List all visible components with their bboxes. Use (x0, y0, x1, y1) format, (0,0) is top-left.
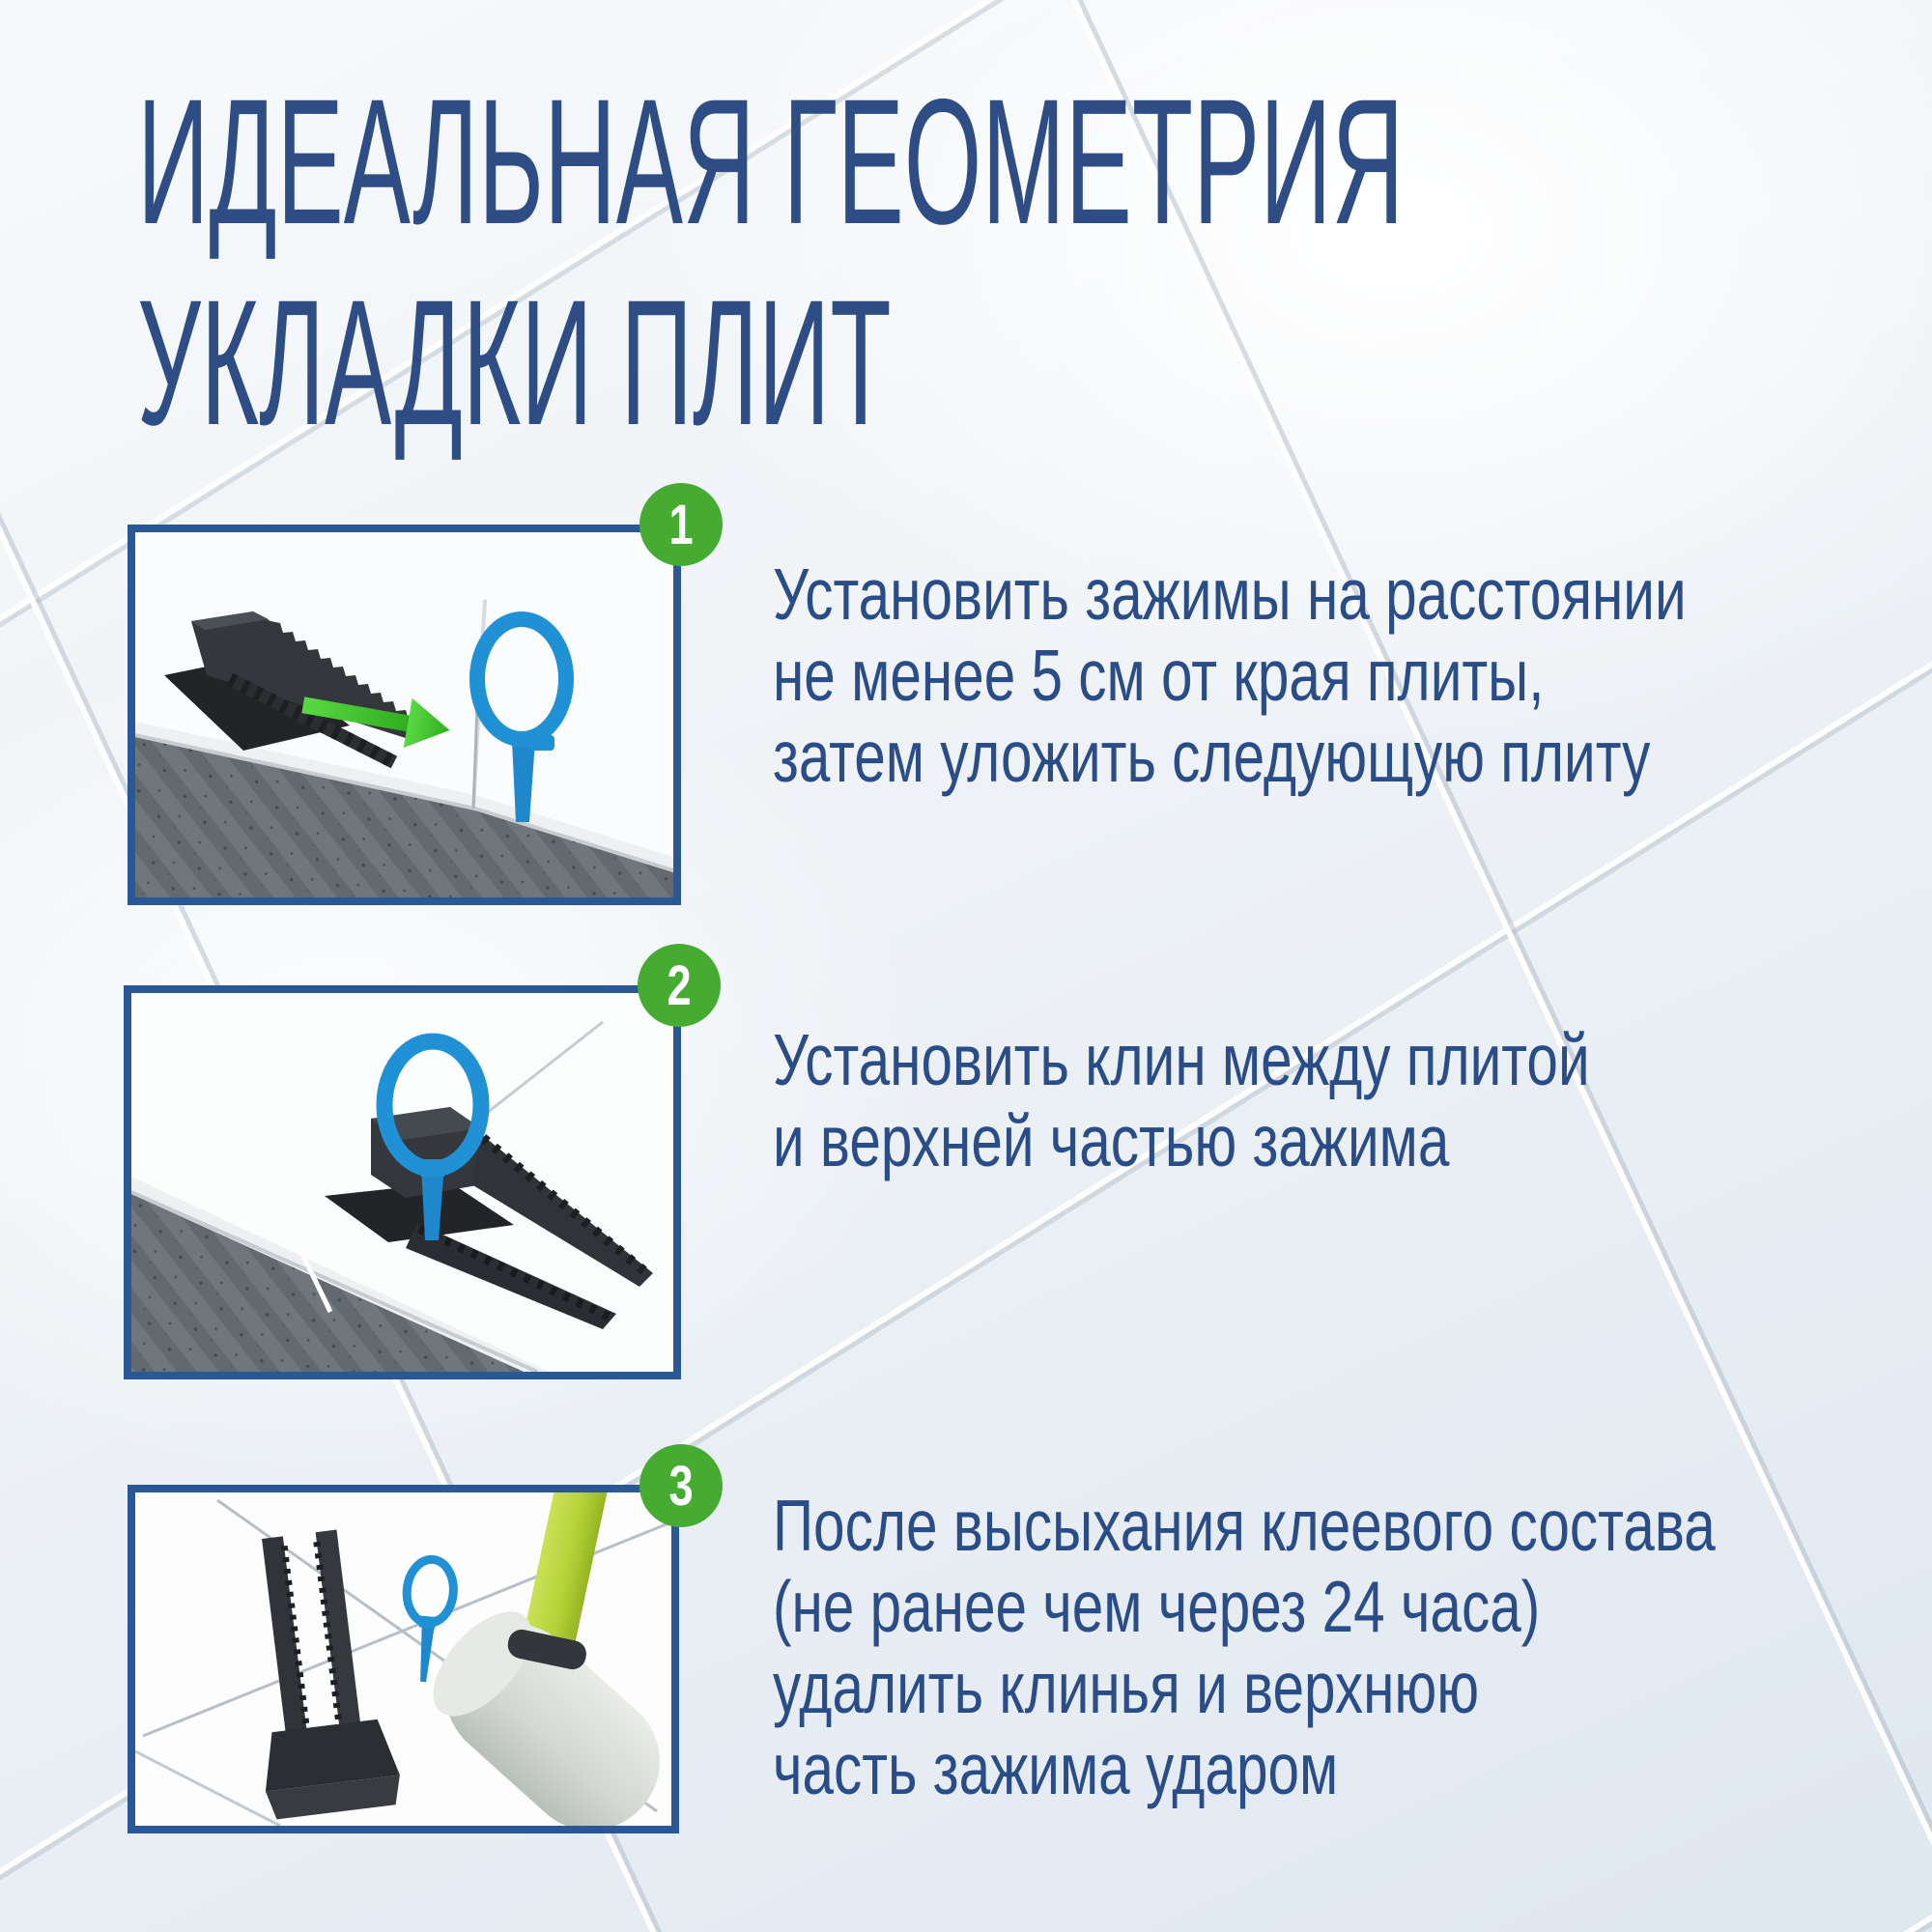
step-3-line: удалить клинья и верхнюю (773, 1647, 1480, 1728)
page-title (137, 62, 1404, 464)
step-1-photo (128, 525, 681, 905)
step-3-line: После высыхания клеевого состава (773, 1485, 1716, 1566)
step-3-line: (не ранее чем через 24 часа) (773, 1566, 1541, 1647)
step-1-badge (639, 483, 723, 566)
step-2-line: Установить клин между плитой (773, 1019, 1590, 1100)
step-2-illustration (131, 993, 673, 1372)
page-title-line2: УКЛАДКИ ПЛИТ (137, 264, 892, 463)
step-3-photo (128, 1485, 679, 1833)
step-1-number: 1 (668, 493, 694, 556)
step-2-text (773, 1019, 1590, 1181)
step-3-badge (639, 1444, 723, 1527)
step-3-text (773, 1485, 1716, 1809)
step-2-line: и верхней частью зажима (773, 1100, 1450, 1181)
step-1-text (773, 554, 1687, 797)
step-3-illustration (135, 1492, 671, 1826)
step-1-illustration (135, 532, 673, 897)
step-2-badge (638, 944, 721, 1027)
step-1-line: не менее 5 см от края плиты, (773, 635, 1545, 716)
step-3-number: 3 (668, 1454, 694, 1518)
step-2-number: 2 (667, 953, 692, 1017)
step-1-line: Установить зажимы на расстоянии (773, 554, 1687, 635)
step-1-line: затем уложить следующую плиту (773, 716, 1651, 797)
step-2-photo (124, 985, 681, 1379)
page-title-line1: ИДЕАЛЬНАЯ ГЕОМЕТРИЯ (137, 63, 1405, 262)
step-3-line: часть зажима ударом (773, 1728, 1339, 1809)
